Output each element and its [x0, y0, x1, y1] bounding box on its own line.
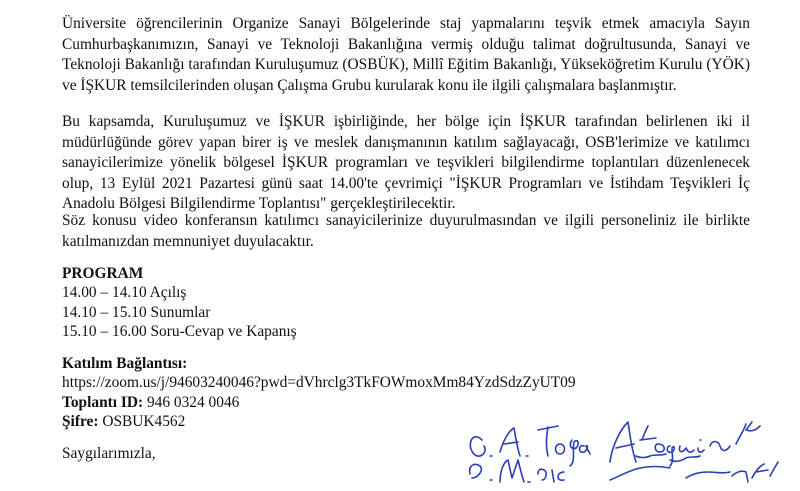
meeting-id-value: 946 0324 0046 [146, 393, 240, 411]
paragraph-meeting-details: Bu kapsamda, Kuruluşumuz ve İŞKUR işbirliğinde, her bölge için İŞKUR tarafından belirlenen iki il müdürlüğünde görev yapan birer iş ve meslek danışmanının katılım sağlayacağı, OSB'lerimize ve katılımcı sanayicilerimize yönelik bölgesel İŞKUR programları ve teşvikleri bilgilendirme toplantıları düzenlenecek olup, 13 Eylül 2021 Pazartesi günü saat 14.00'te çevrimiçi "İŞKUR Programları ve İstihdam Teşvikleri İç Anadolu Bölgesi Bilgilendirme Toplantısı" gerçekleştirilecektir. [62, 113, 750, 213]
join-link-label: Katılım Bağlantısı: [62, 355, 188, 372]
program-item-presentations: 14.10 – 15.10 Sunumlar [62, 303, 211, 321]
handwritten-signature [460, 400, 790, 491]
paragraph-intro: Üniversite öğrencilerinin Organize Sanayi Bölgelerinde staj yapmalarını teşvik etmek amacıyla Sayın Cumhurbaşkanımızın, Sanayi ve Teknoloji Bakanlığına vermiş olduğu talimat doğrultusunda, Sanayi ve Teknoloji Bakanlığı tarafından Kuruluşumuz (OSBÜK), Millî Eğitim Bakanlığı, Yükseköğretim Kurulu (YÖK) ve İŞKUR temsilcilerinden oluşan Çalışma Grubu kurularak konu ile ilgili çalışmalara başlanmıştır. [62, 15, 750, 94]
password-label: Şifre: [62, 413, 99, 431]
meeting-id-label: Toplantı ID: [62, 393, 144, 411]
program-item-qa-closing: 15.10 – 16.00 Soru-Cevap ve Kapanış [62, 323, 297, 341]
password-value: OSBUK4562 [102, 413, 186, 431]
join-link-url[interactable]: https://zoom.us/j/94603240046?pwd=dVhrclg3TkFOWmoxMm84YzdSdzZyUT09 [62, 374, 576, 392]
program-section [62, 264, 297, 342]
program-heading: PROGRAM [62, 265, 144, 282]
program-item-opening: 14.00 – 14.10 Açılış [62, 284, 187, 302]
paragraph-request: Söz konusu video konferansın katılımcı sanayicilerinize duyurulmasından ve ilgili personeliniz ile birlikte katılmanızdan memnuniyet duyulacaktır. [62, 212, 750, 250]
closing-salutation: Saygılarımızla, [62, 445, 156, 462]
